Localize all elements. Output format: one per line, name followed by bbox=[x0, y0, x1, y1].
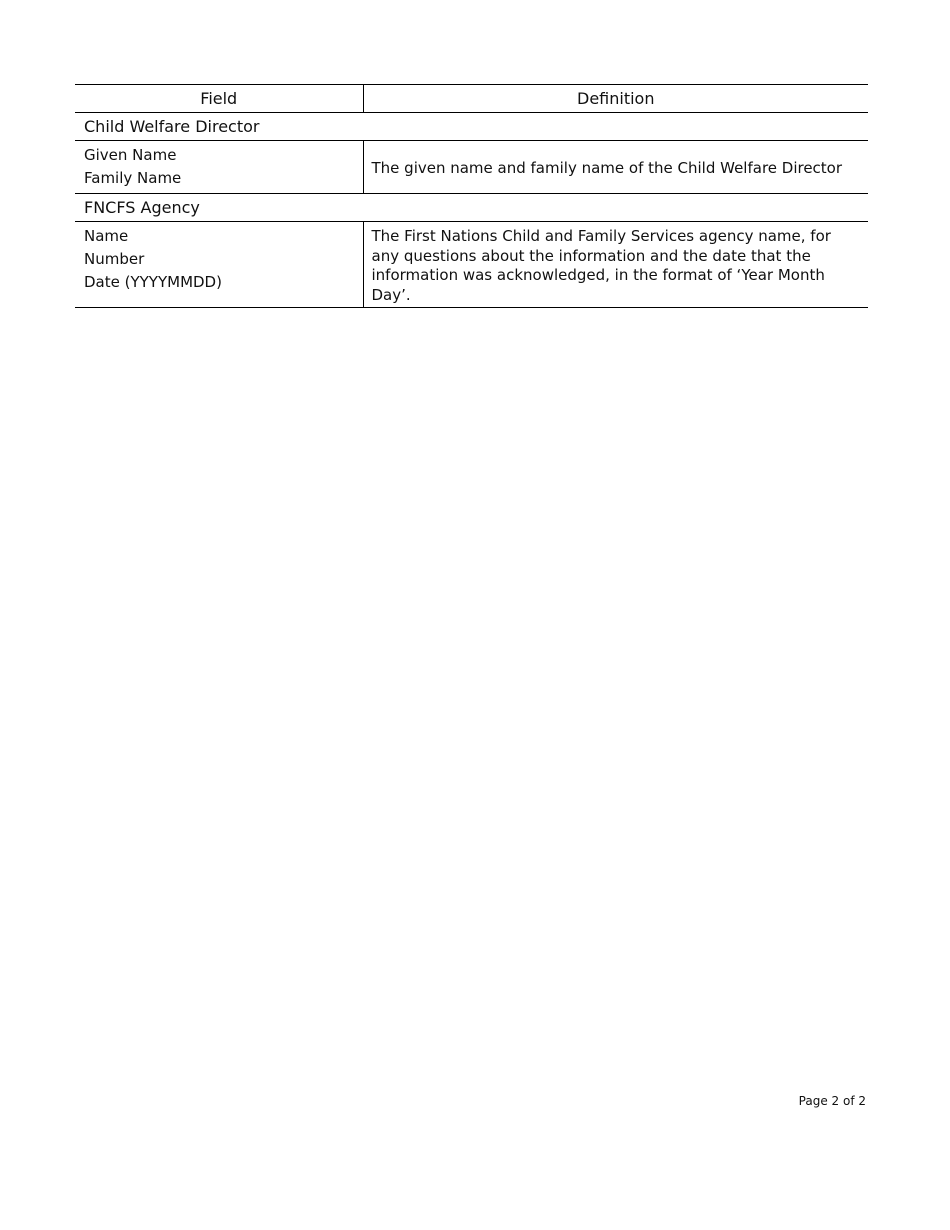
table-row bbox=[75, 222, 868, 308]
page-number: Page 2 of 2 bbox=[798, 1094, 866, 1108]
field-family-name: Family Name bbox=[84, 169, 182, 187]
field-list bbox=[75, 222, 363, 308]
definition-text: The given name and family name of the Child Welfare Director bbox=[363, 141, 868, 194]
field-number: Number bbox=[84, 250, 145, 268]
header-field: Field bbox=[75, 85, 363, 113]
table-header-row bbox=[75, 85, 868, 113]
definition-text: The First Nations Child and Family Services agency name, for any questions about the information and the date that the information was acknowledged, in the format of ‘Year Month Day’. bbox=[363, 222, 868, 308]
table-row bbox=[75, 141, 868, 194]
section-title: FNCFS Agency bbox=[75, 194, 868, 222]
header-definition: Definition bbox=[363, 85, 868, 113]
field-given-name: Given Name bbox=[84, 146, 177, 164]
section-title: Child Welfare Director bbox=[75, 113, 868, 141]
field-name: Name bbox=[84, 227, 129, 245]
field-definition-table bbox=[75, 84, 868, 308]
section-row-child-welfare-director bbox=[75, 113, 868, 141]
field-list bbox=[75, 141, 363, 194]
field-date: Date (YYYYMMDD) bbox=[84, 273, 222, 291]
section-row-fncfs-agency bbox=[75, 194, 868, 222]
